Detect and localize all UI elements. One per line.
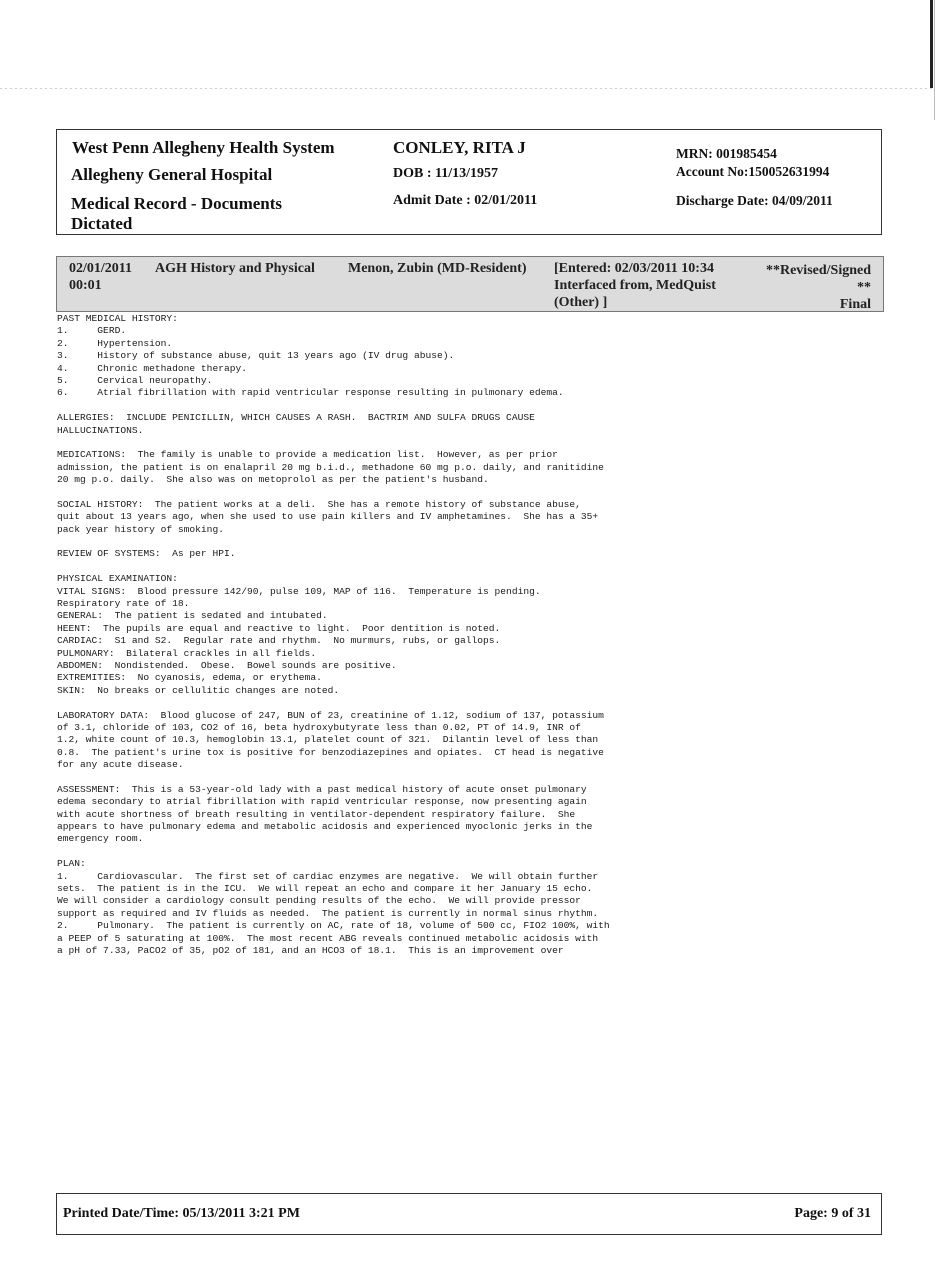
body-line: emergency room. <box>57 833 144 845</box>
body-line: quit about 13 years ago, when she used to use pain killers and IV amphetamines. She has a 35+ <box>57 511 599 523</box>
body-line: PHYSICAL EXAMINATION: <box>57 573 178 585</box>
body-line: PLAN: <box>57 858 86 870</box>
body-line: CARDIAC: S1 and S2. Regular rate and rhythm. No murmurs, rubs, or gallops. <box>57 635 501 647</box>
body-line: of 3.1, chloride of 103, CO2 of 16, beta hydroxybutyrate less than 0.02, PT of 14.9, INR of <box>57 721 581 733</box>
body-line: EXTREMITIES: No cyanosis, edema, or erythema. <box>57 672 322 684</box>
body-line: HEENT: The pupils are equal and reactive to light. Poor dentition is noted. <box>57 622 501 634</box>
body-line: 1. Cardiovascular. The first set of cardiac enzymes are negative. We will obtain further <box>57 870 599 882</box>
body-line: PULMONARY: Bilateral crackles in all fields. <box>57 647 317 659</box>
document-status-line2: ** <box>857 280 871 295</box>
page-footer <box>56 1193 882 1235</box>
body-line: VITAL SIGNS: Blood pressure 142/90, pulse 109, MAP of 116. Temperature is pending. <box>57 585 541 597</box>
printed-datetime: Printed Date/Time: 05/13/2011 3:21 PM <box>63 1206 300 1221</box>
page-number: Page: 9 of 31 <box>794 1206 871 1221</box>
body-line <box>57 486 877 498</box>
body-line: 2. Pulmonary. The patient is currently on AC, rate of 18, volume of 500 cc, FIO2 100%, with <box>57 920 610 932</box>
body-line: 4. Chronic methadone therapy. <box>57 362 247 374</box>
document-status-line1: **Revised/Signed <box>765 263 871 278</box>
body-line: ALLERGIES: INCLUDE PENICILLIN, WHICH CAUSES A RASH. BACTRIM AND SULFA DRUGS CAUSE <box>57 412 535 424</box>
body-line: a PEEP of 5 saturating at 100%. The most recent ABG reveals continued metabolic acidosis with <box>57 932 599 944</box>
body-line: ASSESSMENT: This is a 53-year-old lady with a past medical history of acute onset pulmonary <box>57 783 587 795</box>
health-system-name: West Penn Allegheny Health System <box>72 138 335 157</box>
entered-info-line3: (Other) ] <box>554 295 608 310</box>
body-line: 2. Hypertension. <box>57 337 173 349</box>
record-type-line2: Dictated <box>71 214 133 233</box>
body-line: 1.2, white count of 10.3, hemoglobin 13.1, platelet count of 321. Dilantin level of less than <box>57 734 599 746</box>
admit-date: Admit Date : 02/01/2011 <box>393 193 538 208</box>
entered-info-line2: Interfaced from, MedQuist <box>554 278 716 293</box>
body-line: We will consider a cardiology consult pending results of the echo. We will provide pressor <box>57 895 581 907</box>
body-line <box>57 561 877 573</box>
body-line: 20 mg p.o. daily. She also was on metoprolol as per the patient's husband. <box>57 474 489 486</box>
document-title: AGH History and Physical <box>155 261 315 276</box>
record-type-line1: Medical Record - Documents <box>71 194 283 213</box>
body-line <box>57 697 877 709</box>
document-title-bar <box>56 256 884 312</box>
document-author: Menon, Zubin (MD-Resident) <box>348 261 527 276</box>
scan-dotted-line <box>0 88 935 89</box>
body-line: sets. The patient is in the ICU. We will repeat an echo and compare it her January 15 echo. <box>57 882 593 894</box>
mrn: MRN: 001985454 <box>676 146 777 161</box>
body-line: appears to have pulmonary edema and metabolic acidosis and experienced myoclonic jerks in the <box>57 821 593 833</box>
body-line: 0.8. The patient's urine tox is positive for benzodiazepines and opiates. CT head is negative <box>57 746 604 758</box>
body-line: 6. Atrial fibrillation with rapid ventricular response resulting in pulmonary edema. <box>57 387 564 399</box>
body-line: LABORATORY DATA: Blood glucose of 247, BUN of 23, creatinine of 1.12, sodium of 137, potassium <box>57 709 604 721</box>
body-line <box>57 536 877 548</box>
body-line: 1. GERD. <box>57 325 127 337</box>
body-line: Respiratory rate of 18. <box>57 597 190 609</box>
patient-header <box>56 129 882 235</box>
document-date: 02/01/2011 <box>69 261 133 276</box>
body-line: HALLUCINATIONS. <box>57 424 144 436</box>
body-line <box>57 437 877 449</box>
body-line <box>57 771 877 783</box>
body-line: with acute shortness of breath resulting in ventilator-dependent respiratory failure. She <box>57 808 576 820</box>
body-line: 5. Cervical neuropathy. <box>57 374 213 386</box>
body-line: a pH of 7.33, PaCO2 of 35, pO2 of 181, and an HCO3 of 18.1. This is an improvement over <box>57 944 564 956</box>
body-line <box>57 846 877 858</box>
body-line: edema secondary to atrial fibrillation with rapid ventricular response, now presenting again <box>57 796 587 808</box>
account-number: Account No:150052631994 <box>676 164 830 179</box>
body-line <box>57 400 877 412</box>
body-line: admission, the patient is on enalapril 20 mg b.i.d., methadone 60 mg p.o. daily, and ranitidine <box>57 461 604 473</box>
dictation-body <box>57 313 877 957</box>
body-line: support as required and IV fluids as needed. The patient is currently in normal sinus rhythm. <box>57 907 599 919</box>
body-line: GENERAL: The patient is sedated and intubated. <box>57 610 328 622</box>
body-line: PAST MEDICAL HISTORY: <box>57 313 178 324</box>
body-line: pack year history of smoking. <box>57 523 224 535</box>
document-status-line3: Final <box>839 297 871 312</box>
hospital-name: Allegheny General Hospital <box>71 165 273 184</box>
body-line: SOCIAL HISTORY: The patient works at a deli. She has a remote history of substance abuse, <box>57 498 581 510</box>
patient-dob: DOB : 11/13/1957 <box>393 166 499 181</box>
body-line: ABDOMEN: Nondistended. Obese. Bowel sounds are positive. <box>57 659 397 671</box>
discharge-date: Discharge Date: 04/09/2011 <box>676 193 833 208</box>
body-line: REVIEW OF SYSTEMS: As per HPI. <box>57 548 236 560</box>
patient-name: CONLEY, RITA J <box>393 138 526 157</box>
entered-info-line1: [Entered: 02/03/2011 10:34 <box>554 261 714 276</box>
body-line: SKIN: No breaks or cellulitic changes are noted. <box>57 684 340 696</box>
body-line: for any acute disease. <box>57 759 184 771</box>
body-line: MEDICATIONS: The family is unable to provide a medication list. However, as per prior <box>57 449 558 461</box>
body-line: 3. History of substance abuse, quit 13 years ago (IV drug abuse). <box>57 350 455 362</box>
document-time: 00:01 <box>69 278 102 293</box>
scan-edge-mark <box>930 0 933 88</box>
